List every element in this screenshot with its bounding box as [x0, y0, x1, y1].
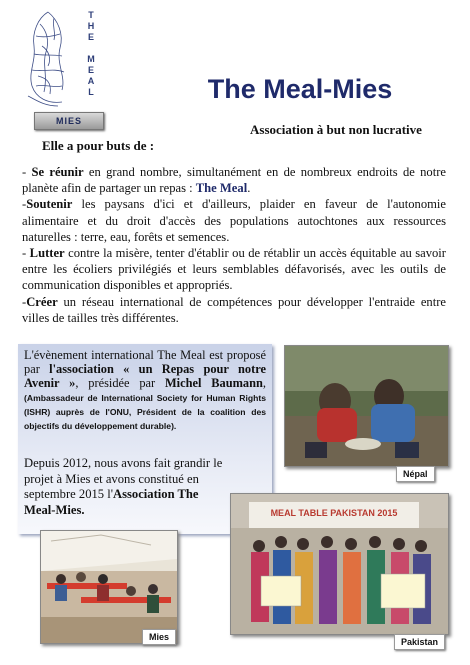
logo-letter: E [87, 65, 94, 75]
goal-item: -Soutenir les paysans d'ici et d'ailleurs, plaider en faveur de l'autonomie alimentaire et du droit d'accès des populations autochtones aux ressources naturelles : terre, eau, forêts et semences. [22, 197, 446, 244]
logo-letter [80, 43, 102, 54]
info-paragraph: L'évènement international The Meal est proposé par l'association « un Repas pour notre Avenir », présidée par Michel Baumann, (Ambassadeur de International Society for Human Rights (ISHR) auprès de l'ONU, Président de la coalition des objectifs du développement durable). [24, 348, 267, 431]
logo-letter: E [87, 32, 94, 42]
photo-mies [40, 530, 178, 644]
page-subtitle: Association à but non lucrative [250, 122, 422, 137]
goal-item: -Créer un réseau international de compétences pour développer l'entraide entre villes de tailles très différentes. [22, 294, 446, 325]
logo-letters [80, 10, 102, 98]
page-title: The Meal-Mies [207, 74, 393, 104]
goal-item: - Se réunir en grand nombre, simultanément en de nombreux endroits de notre planète afin de partager un repas : The Meal. [22, 165, 446, 196]
logo-letter: H [87, 21, 95, 31]
logo-badge: MIES [34, 112, 104, 130]
logo-letter: T [88, 10, 94, 20]
photo-pakistan [230, 493, 449, 635]
photo-banner-text: MEAL TABLE PAKISTAN 2015 [270, 508, 398, 518]
goal-item: - Lutter contre la misère, tenter d'établir ou de rétablir un accès équitable au savoir entre les écoliers privilégiés et leurs semblables défavorisés, avec les outils de communication disponibles et appropriés. [22, 246, 446, 293]
logo-drawing-icon [18, 6, 80, 110]
goals-list [22, 164, 446, 326]
photo-caption-nepal: Népal [396, 466, 435, 482]
info-history: Depuis 2012, nous avons fait grandir le projet à Mies et avons constitué en septembre 2015 l'Association The Meal-Mies. [24, 456, 223, 517]
logo-letter: M [87, 54, 95, 64]
intro-heading: Elle a pour buts de : [42, 138, 155, 153]
photo-nepal [284, 345, 449, 467]
logo-letter: A [87, 76, 95, 86]
photo-caption-pakistan: Pakistan [394, 634, 445, 650]
photo-caption-mies: Mies [142, 629, 176, 645]
logo-letter: L [88, 87, 94, 97]
logo [18, 6, 118, 134]
